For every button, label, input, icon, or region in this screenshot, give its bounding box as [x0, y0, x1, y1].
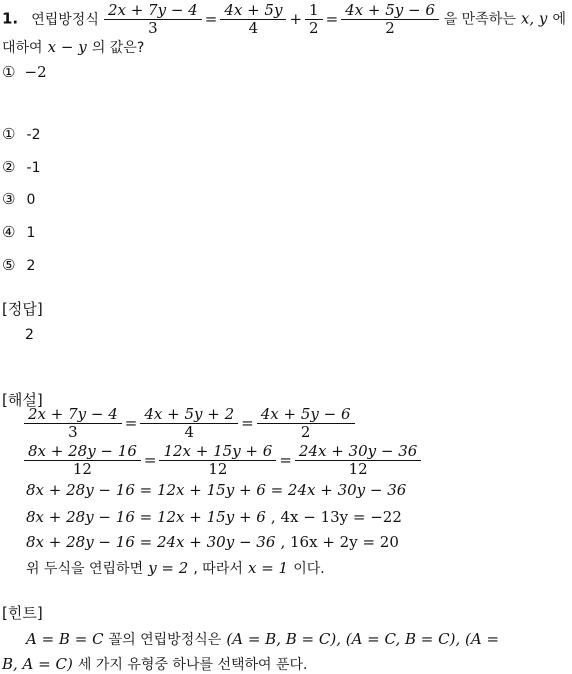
option-5[interactable]: ⑤ 2 — [2, 256, 36, 274]
question-frac-4: $\frac{4x + 5y - 6}{2}$ — [343, 2, 437, 37]
option-2[interactable]: ② -1 — [2, 158, 41, 176]
question-tail-2: 에 — [552, 11, 566, 28]
solution-row-1: $\frac{2x + 7y - 4}{3}$ = $\frac{4x + 5y + 2}{4}$ = $\frac{4x + 5y - 6}{2}$ — [24, 406, 355, 441]
question: 1. 연립방정식 $\frac{2x + 7y - 4}{3}$ = $\frac{4x + 5y}{4}$ + $\frac{1}{2}$ = $\frac{4x + 5y - 6}{2}$ 을 만족하는 x, y 에 — [2, 1, 566, 37]
question-answer-line: ① −2 — [2, 63, 47, 81]
solution-line-6: 위 두식을 연립하면 y = 2 , 따라서 x = 1 이다. — [26, 559, 325, 577]
hint-header: [힌트] — [2, 604, 43, 622]
question-tail-1: 을 만족하는 — [443, 11, 516, 28]
question-frac-1: $\frac{2x + 7y - 4}{3}$ — [106, 2, 200, 37]
question-lead: 연립방정식 — [31, 11, 99, 28]
option-3[interactable]: ③ 0 — [2, 190, 36, 208]
answer-header: [정답] — [2, 300, 43, 318]
solution-line-5: 8x + 28y − 16 = 24x + 30y − 36 , 16x + 2y = 20 — [26, 533, 399, 551]
solution-row-2: $\frac{8x + 28y - 16}{12}$ = $\frac{12x + 15y + 6}{12}$ = $\frac{24x + 30y - 36}{12}$ — [24, 443, 421, 478]
question-frac-2: $\frac{4x + 5y}{4}$ — [222, 2, 284, 37]
option-1[interactable]: ① -2 — [2, 125, 41, 143]
option-4[interactable]: ④ 1 — [2, 223, 36, 241]
solution-line-3: 8x + 28y − 16 = 12x + 15y + 6 = 24x + 30y − 36 — [26, 481, 407, 499]
question-frac-3: $\frac{1}{2}$ — [307, 2, 321, 37]
question-line-2: 대하여 x − y 의 값은? — [2, 38, 145, 56]
solution-header: [해설] — [2, 391, 43, 409]
hint-line-1: A = B = C 꼴의 연립방정식은 (A = B, B = C), (A = C, B = C), (A = — [26, 630, 500, 648]
solution-line-4: 8x + 28y − 16 = 12x + 15y + 6 , 4x − 13y = −22 — [26, 508, 402, 526]
question-number: 1. — [2, 9, 19, 28]
answer-value: 2 — [25, 327, 34, 343]
question-vars: x, y — [520, 9, 548, 28]
hint-line-2: B, A = C) 세 가지 유형중 하나를 선택하여 푼다. — [2, 655, 308, 673]
